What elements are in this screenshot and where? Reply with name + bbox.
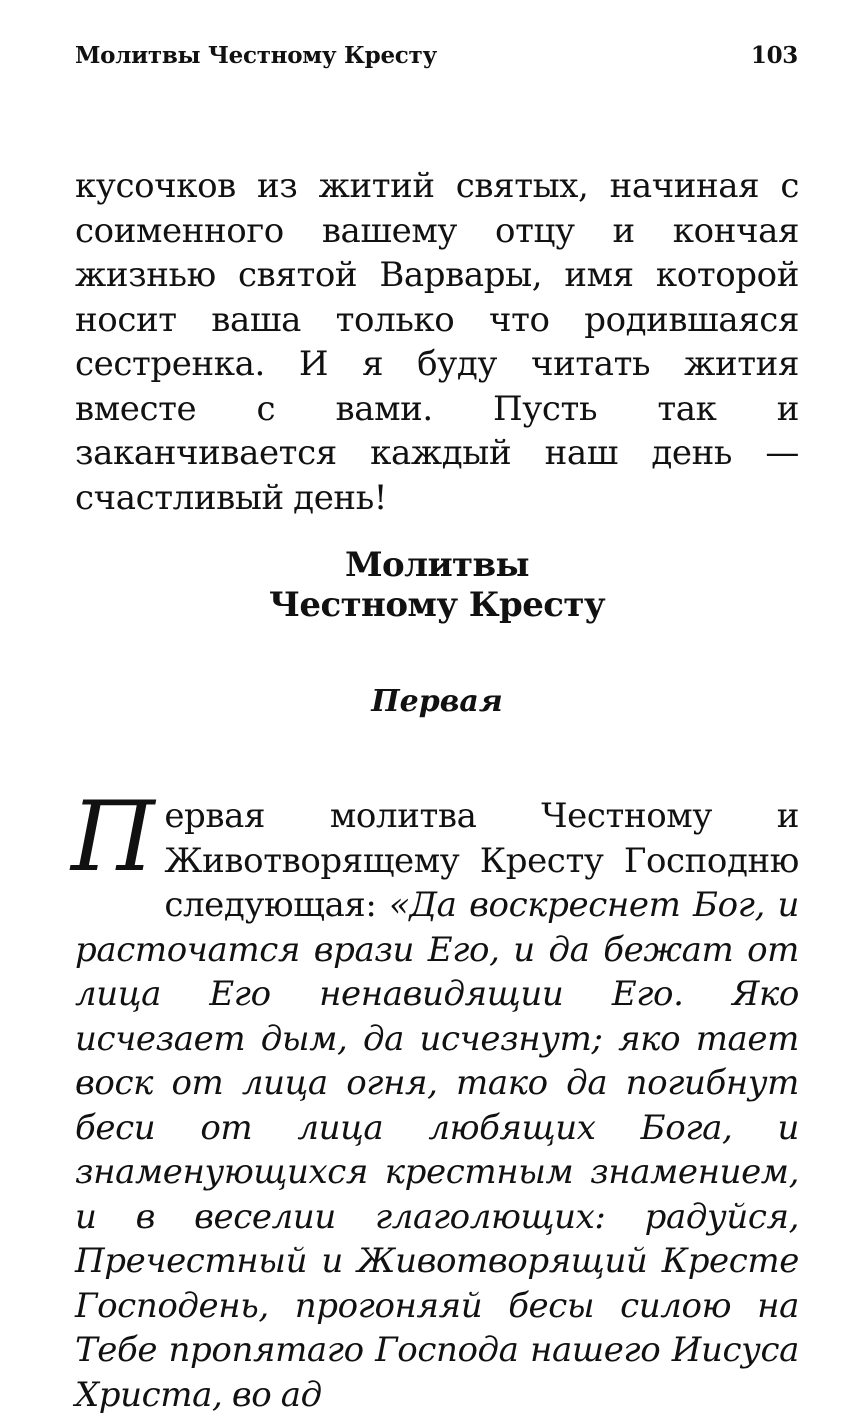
prayer-paragraph (71, 781, 799, 1417)
running-title: Молитвы Честному Кресту (75, 42, 437, 69)
running-header (75, 42, 798, 74)
prayer-text: «Да воскреснет Бог, и расточатся врази Его, и да бежат от лица Его ненавидящии Его. Яко исчезает дым, да исчезнут; яко тает воск от лица огня, тако да погибнут беси от лица любящих Бога, и знаменующихся крестным знамением, и в веселии глаголющих: радуйся, Пречестный и Животворящий Кресте Господень, прогоняяй бесы силою на Тебе пропятаго Господа нашего Иисуса Христа, во ад (75, 885, 799, 1415)
section-title (75, 545, 799, 625)
section-title-line1: Молитвы (344, 545, 530, 585)
prayer-intro: ервая молитва Честному и Животворящему Кресту Господню следующая: (164, 796, 799, 925)
section-title-line2: Честному Кресту (268, 585, 605, 625)
page-number: 103 (750, 42, 798, 69)
paragraph-continued: кусочков из житий святых, начиная с соименного вашему отцу и кончая жизнью святой Варвары, имя которой носит ваша только что родившаяся сестренка. И я буду читать жития вместе с вами. Пусть так и заканчивается каждый наш день — счастливый день! (75, 166, 799, 518)
drop-cap: П (71, 781, 155, 893)
section-subtitle: Первая (371, 684, 503, 719)
